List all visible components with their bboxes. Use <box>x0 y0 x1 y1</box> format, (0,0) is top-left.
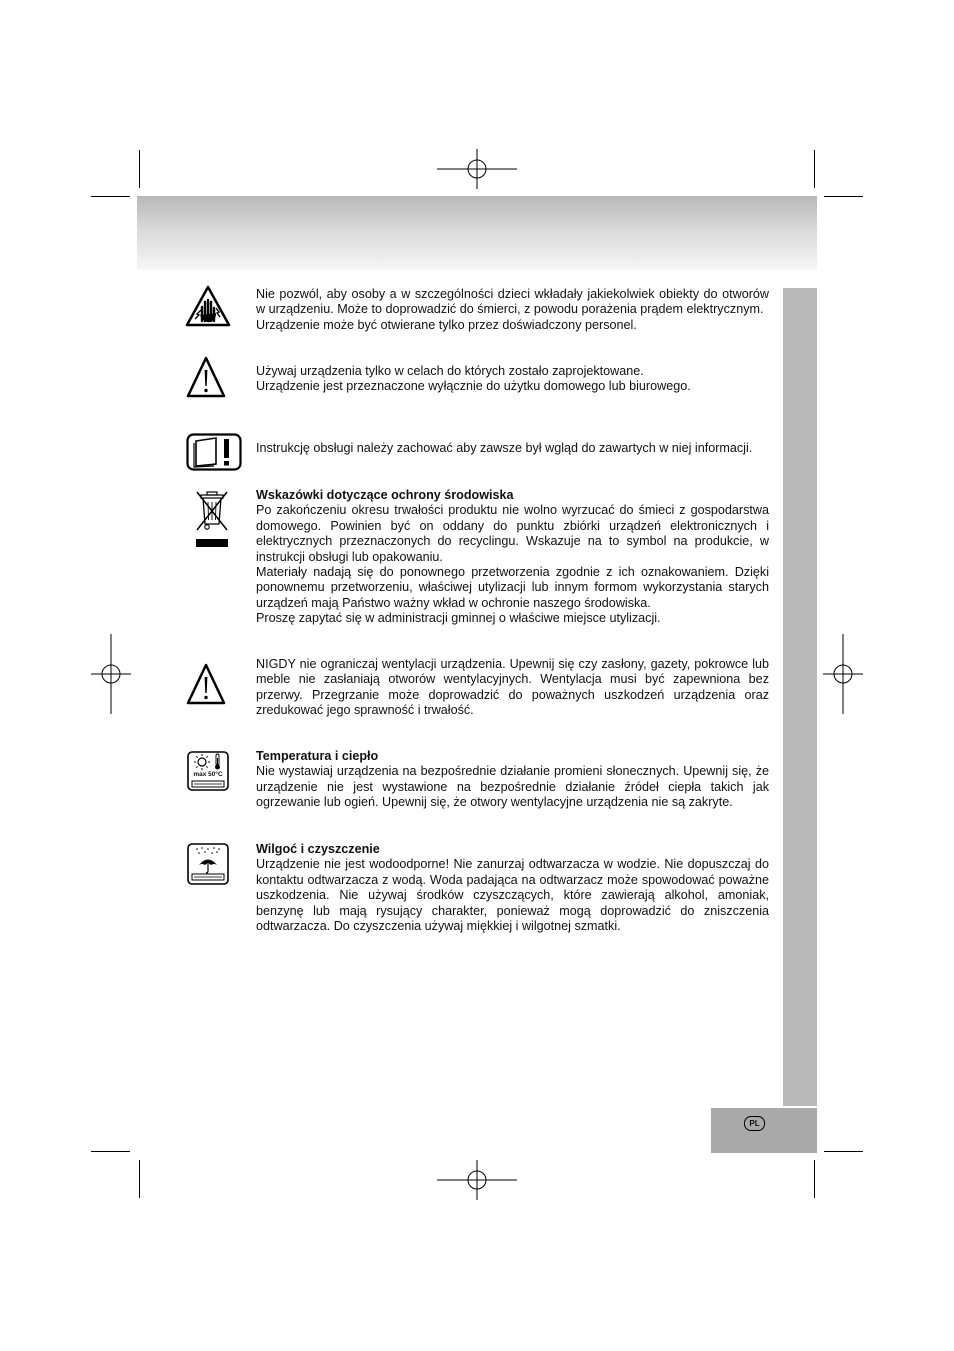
hand-shock-icon <box>185 285 231 327</box>
section-heading: Wskazówki dotyczące ochrony środowiska <box>256 488 514 502</box>
registration-mark-top <box>437 149 517 189</box>
paragraph: Materiały nadają się do ponownego przetworzenia zgodnie z ich oznakowaniem. Dzięki ponownemu przetworzeniu, właściwej utylizacji lub innym formom wykorzystania starych urządzeń mają Państwo ważny wkład w ochronie naszego środowiska. <box>256 565 769 610</box>
section-heading: Wilgoć i czyszczenie <box>256 842 380 856</box>
warning-triangle-icon <box>185 662 227 706</box>
section-manual <box>256 441 769 456</box>
crossed-bin-icon <box>193 490 233 550</box>
sun-thermometer-icon <box>187 751 229 791</box>
section-ventilation <box>256 657 769 719</box>
header-band <box>137 196 817 270</box>
paragraph: Urządzenie jest przeznaczone wyłącznie do użytku domowego lub biurowego. <box>256 379 691 394</box>
section-moisture <box>256 842 769 934</box>
paragraph: Używaj urządzenia tylko w celach do których zostało zaprojektowane. <box>256 364 644 378</box>
registration-mark-left <box>91 634 131 714</box>
section-temperature <box>256 749 769 811</box>
registration-mark-right <box>823 634 863 714</box>
warning-triangle-icon <box>185 355 227 399</box>
language-badge: PL <box>744 1116 765 1131</box>
section-environment <box>256 488 769 627</box>
paragraph: Urządzenie nie jest wodoodporne! Nie zanurzaj odtwarzacza w wodzie. Nie dopuszczaj do kontaktu odtwarzacza z wodą. Woda padająca na odtwarzacz może spowodować poważne uszkodzenia. Nie używaj środków czyszczących, które zawierają alkohol, amoniak, benzynę lub mają rysujący charakter, ponieważ mogą doprowadzić do zniszczenia odtwarzacza. Do czyszczenia używaj miękkiej i wilgotnej szmatki. <box>256 857 769 934</box>
paragraph: Urządzenie może być otwierane tylko przez doświadczony personel. <box>256 317 637 332</box>
paragraph: NIGDY nie ograniczaj wentylacji urządzenia. Upewnij się czy zasłony, gazety, pokrowce lub meble nie zasłaniają otworów wentylacyjnych. Wentylacja musi być zapewniona bez przerwy. Przegrzanie może doprowadzić do poważnych uszkodzeń urządzenia oraz zredukować jego sprawność i trwałość. <box>256 657 769 718</box>
language-box <box>711 1108 817 1153</box>
paragraph: Nie pozwól, aby osoby a w szczególności dzieci wkładały jakiekolwiek obiekty do otworów w urządzeniu. Może to doprowadzić do śmierci, z powodu porażenia prądem elektrycznym. <box>256 287 769 317</box>
paragraph: Instrukcję obsługi należy zachować aby zawsze był wgląd do zawartych w niej informacji. <box>256 441 753 455</box>
umbrella-rain-icon <box>187 843 229 885</box>
manual-exclamation-icon <box>186 433 242 471</box>
paragraph: Po zakończeniu okresu trwałości produktu nie wolno wyrzucać do śmieci z gospodarstwa domowego. Powinien być on oddany do punktu zbiórki urządzeń elektronicznych i elektrycznych przeznaczonych do recyclingu. Wskazuje na to symbol na produkcie, w instrukcji obsługi lub opakowaniu. <box>256 503 769 564</box>
section-intended-use <box>256 364 769 395</box>
section-hand-shock <box>256 287 769 333</box>
side-tab <box>783 288 817 1106</box>
registration-mark-bottom <box>437 1160 517 1200</box>
section-heading: Temperatura i ciepło <box>256 749 379 763</box>
paragraph: Nie wystawiaj urządzenia na bezpośrednie działanie promieni słonecznych. Upewnij się, że urządzenie nie jest wystawione na bezpośrednie działanie źródeł ciepła takich jak ogrzewanie lub ogień. Upewnij się, że otwory wentylacyjne urządzenia nie są zakryte. <box>256 764 769 810</box>
icon-label: max 50°C <box>193 771 223 778</box>
paragraph: Proszę zapytać się w administracji gminnej o właściwe miejsce utylizacji. <box>256 611 661 626</box>
